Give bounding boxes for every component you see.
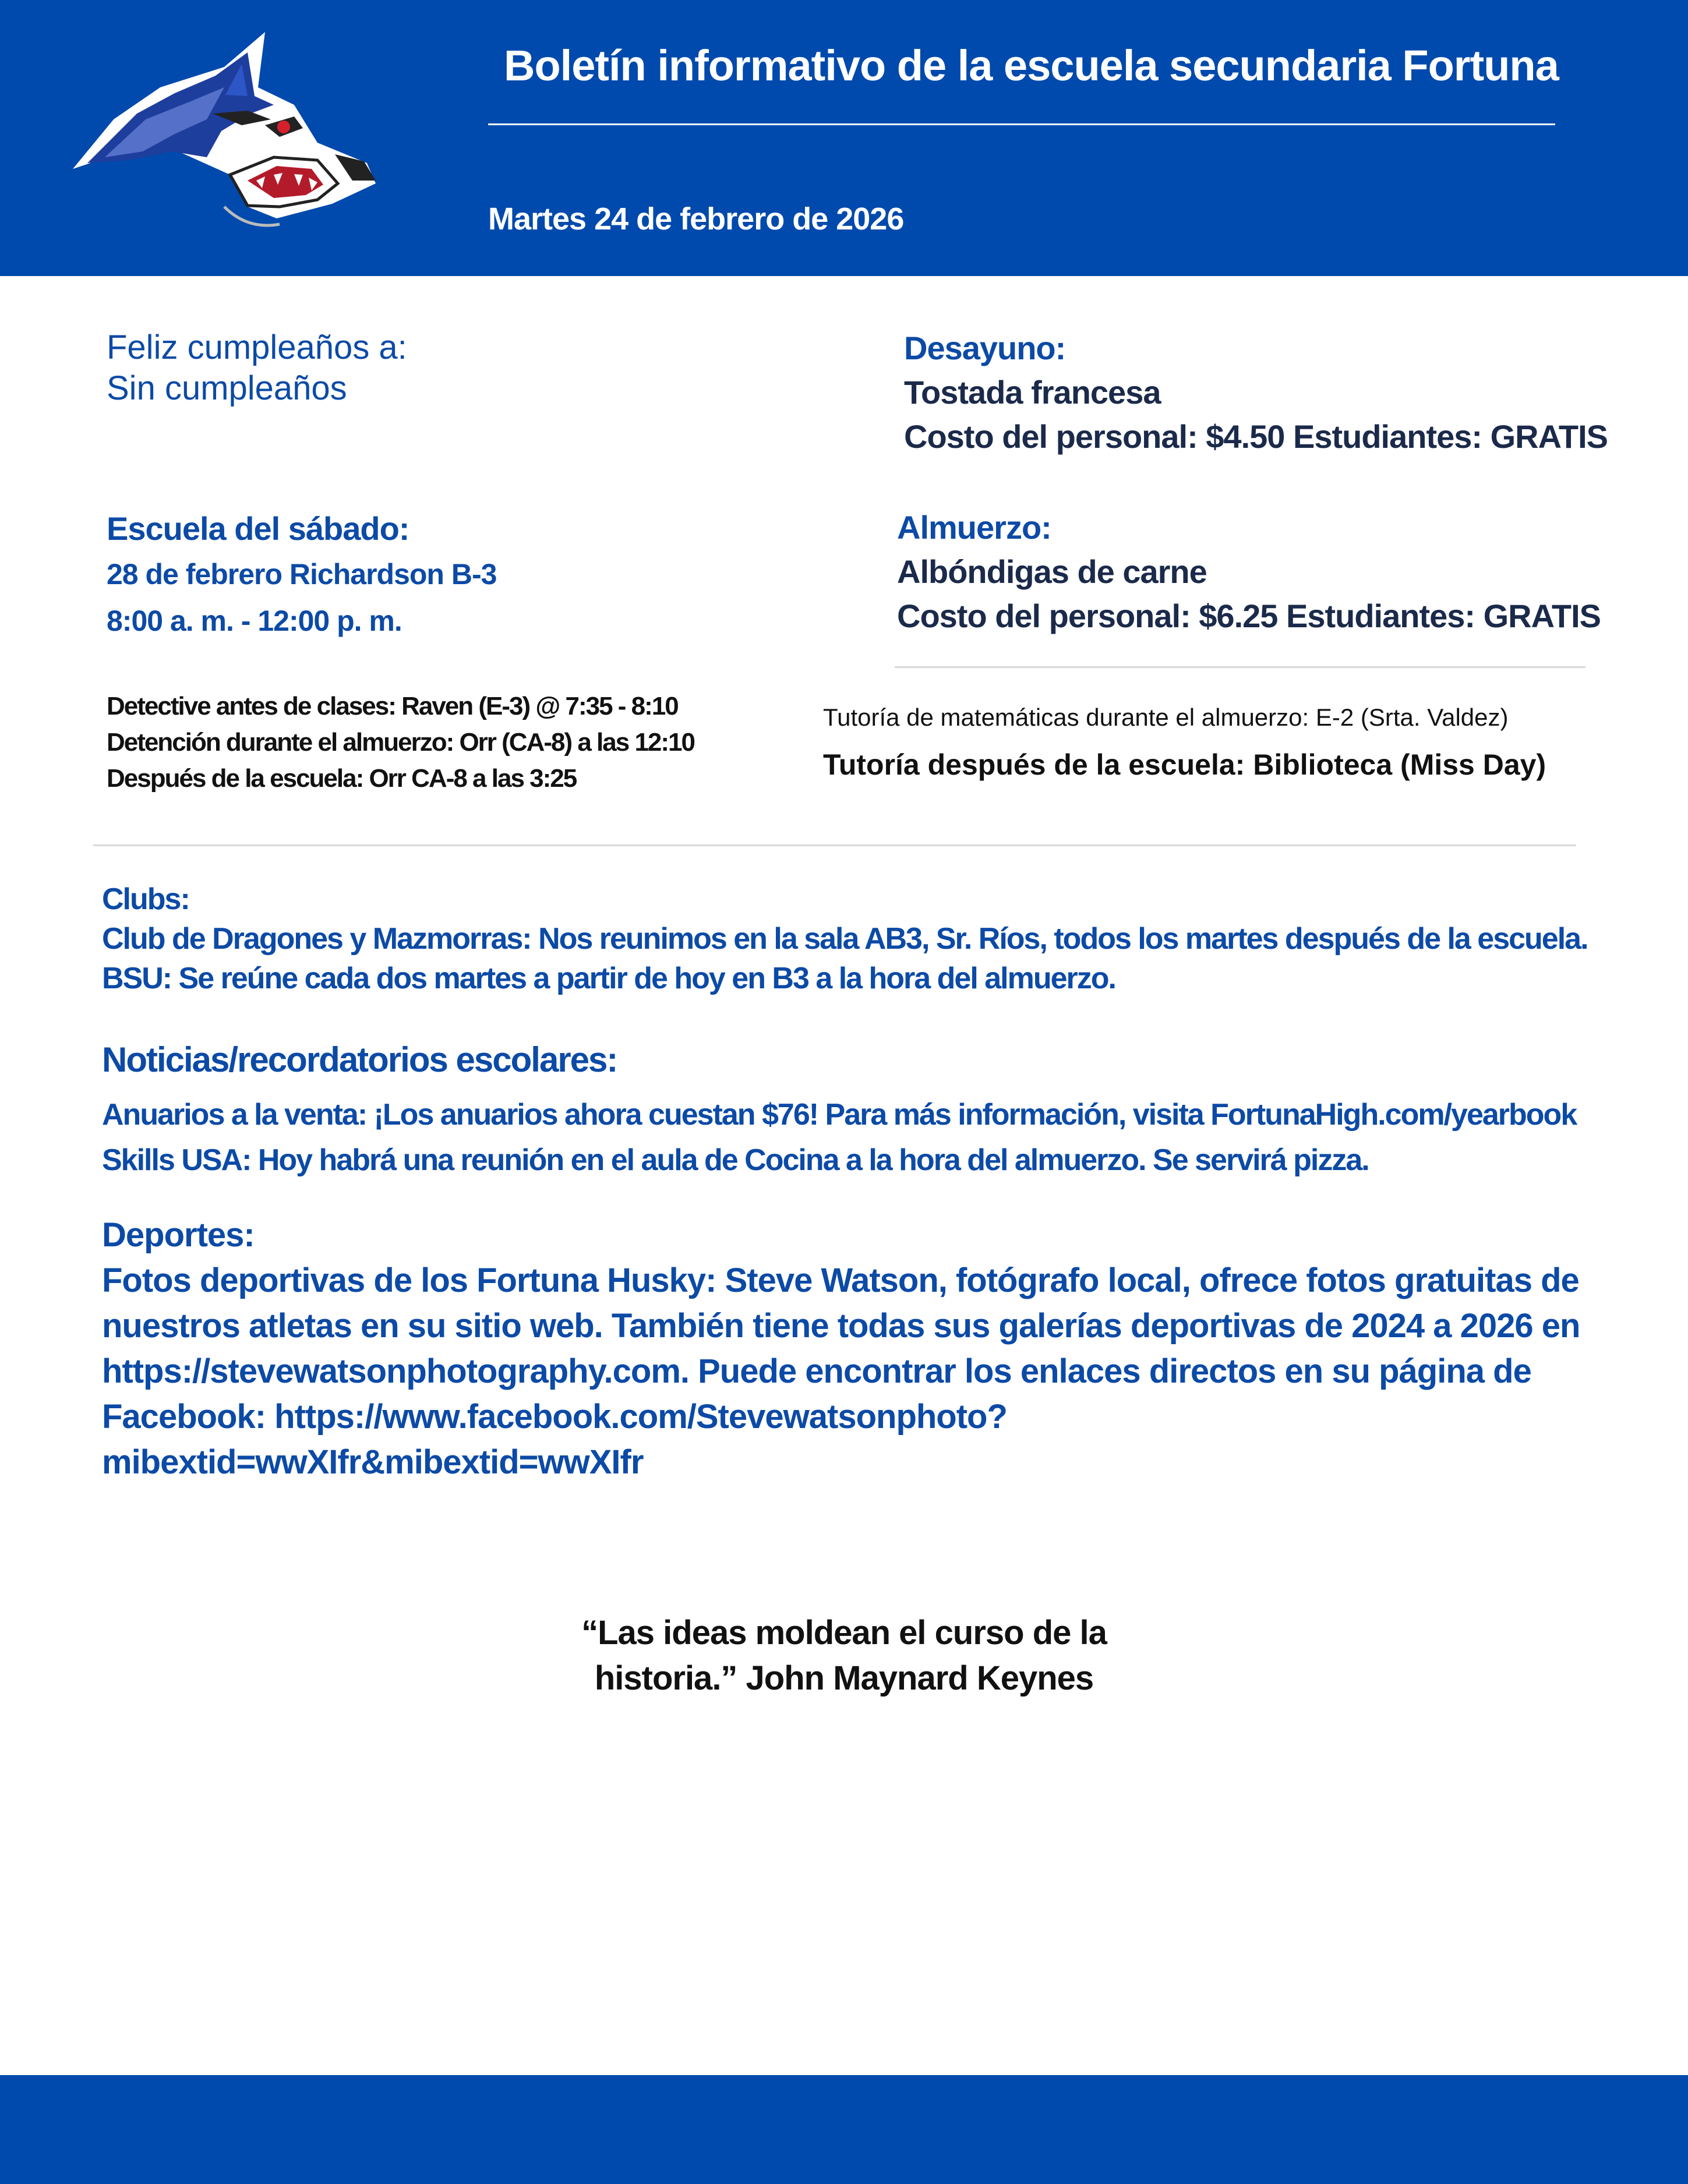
breakfast-item: Tostada francesa [904, 374, 1161, 411]
clubs-heading: Clubs: [102, 882, 189, 916]
detention-section [107, 688, 694, 797]
quote-line: historia.” John Maynard Keynes [594, 1659, 1094, 1697]
section-divider [93, 844, 1576, 846]
saturday-school-heading: Escuela del sábado: [107, 510, 409, 547]
sports-text-line: Facebook: https://www.facebook.com/Stevewatsonphoto? [102, 1398, 1007, 1436]
saturday-school-section [107, 507, 496, 644]
section-divider [895, 666, 1585, 668]
news-heading: Noticias/recordatorios escolares: [102, 1040, 617, 1079]
news-item: Anuarios a la venta: ¡Los anuarios ahora cuestan $76! Para más información, visita FortunaHigh.com/yearbook [102, 1098, 1577, 1132]
sports-text-line: nuestros atletas en su sitio web. También tiene todas sus galerías deportivas de 2024 a 2026 en [102, 1307, 1580, 1345]
sports-section [102, 1213, 1580, 1485]
detention-after-school: Después de la escuela: Orr CA-8 a las 3:25 [107, 764, 577, 793]
lunch-section [897, 506, 1601, 638]
news-section [102, 1092, 1576, 1183]
newsletter-date: Martes 24 de febrero de 2026 [488, 202, 904, 236]
tutoring-lunch: Tutoría de matemáticas durante el almuerzo: E-2 (Srta. Valdez) [823, 704, 1509, 731]
saturday-school-date: 28 de febrero Richardson B-3 [107, 558, 497, 591]
club-item: BSU: Se reúne cada dos martes a partir de hoy en B3 a la hora del almuerzo. [102, 962, 1115, 995]
quote-line: “Las ideas moldean el curso de la [581, 1614, 1107, 1652]
club-item: Club de Dragones y Mazmorras: Nos reunimos en la sala AB3, Sr. Ríos, todos los martes después de la escuela. [102, 922, 1588, 956]
footer-banner [0, 2075, 1688, 2184]
breakfast-cost: Costo del personal: $4.50 Estudiantes: GRATIS [904, 418, 1608, 455]
sports-text-line: mibextid=wwXIfr&mibextid=wwXIfr [102, 1443, 644, 1481]
newsletter-title: Boletín informativo de la escuela secundaria Fortuna [504, 41, 1559, 90]
clubs-section [102, 879, 1588, 998]
news-item: Skills USA: Hoy habrá una reunión en el aula de Cocina a la hora del almuerzo. Se servirá pizza. [102, 1143, 1369, 1177]
sports-heading: Deportes: [102, 1216, 255, 1254]
husky-mascot-icon [73, 32, 399, 248]
tutoring-after-school: Tutoría después de la escuela: Biblioteca (Miss Day) [823, 748, 1546, 781]
sports-text-line: https://stevewatsonphotography.com. Puede encontrar los enlaces directos en su página de [102, 1352, 1531, 1390]
breakfast-section [904, 326, 1608, 459]
lunch-item: Albóndigas de carne [897, 553, 1207, 590]
sports-text-line: Fotos deportivas de los Fortuna Husky: Steve Watson, fotógrafo local, ofrece fotos gratuitas de [102, 1261, 1579, 1299]
detention-before-class: Detective antes de clases: Raven (E-3) @ 7:35 - 8:10 [107, 692, 678, 720]
birthday-section [107, 327, 407, 409]
saturday-school-time: 8:00 a. m. - 12:00 p. m. [107, 605, 402, 637]
birthday-heading: Feliz cumpleaños a: [107, 328, 407, 366]
title-divider [488, 123, 1555, 125]
quote-section [0, 1610, 1688, 1701]
lunch-heading: Almuerzo: [897, 509, 1051, 546]
detention-lunch: Detención durante el almuerzo: Orr (CA-8) a las 12:10 [107, 728, 694, 757]
breakfast-heading: Desayuno: [904, 330, 1066, 366]
birthday-value: Sin cumpleaños [107, 369, 347, 407]
lunch-cost: Costo del personal: $6.25 Estudiantes: GRATIS [897, 598, 1601, 634]
